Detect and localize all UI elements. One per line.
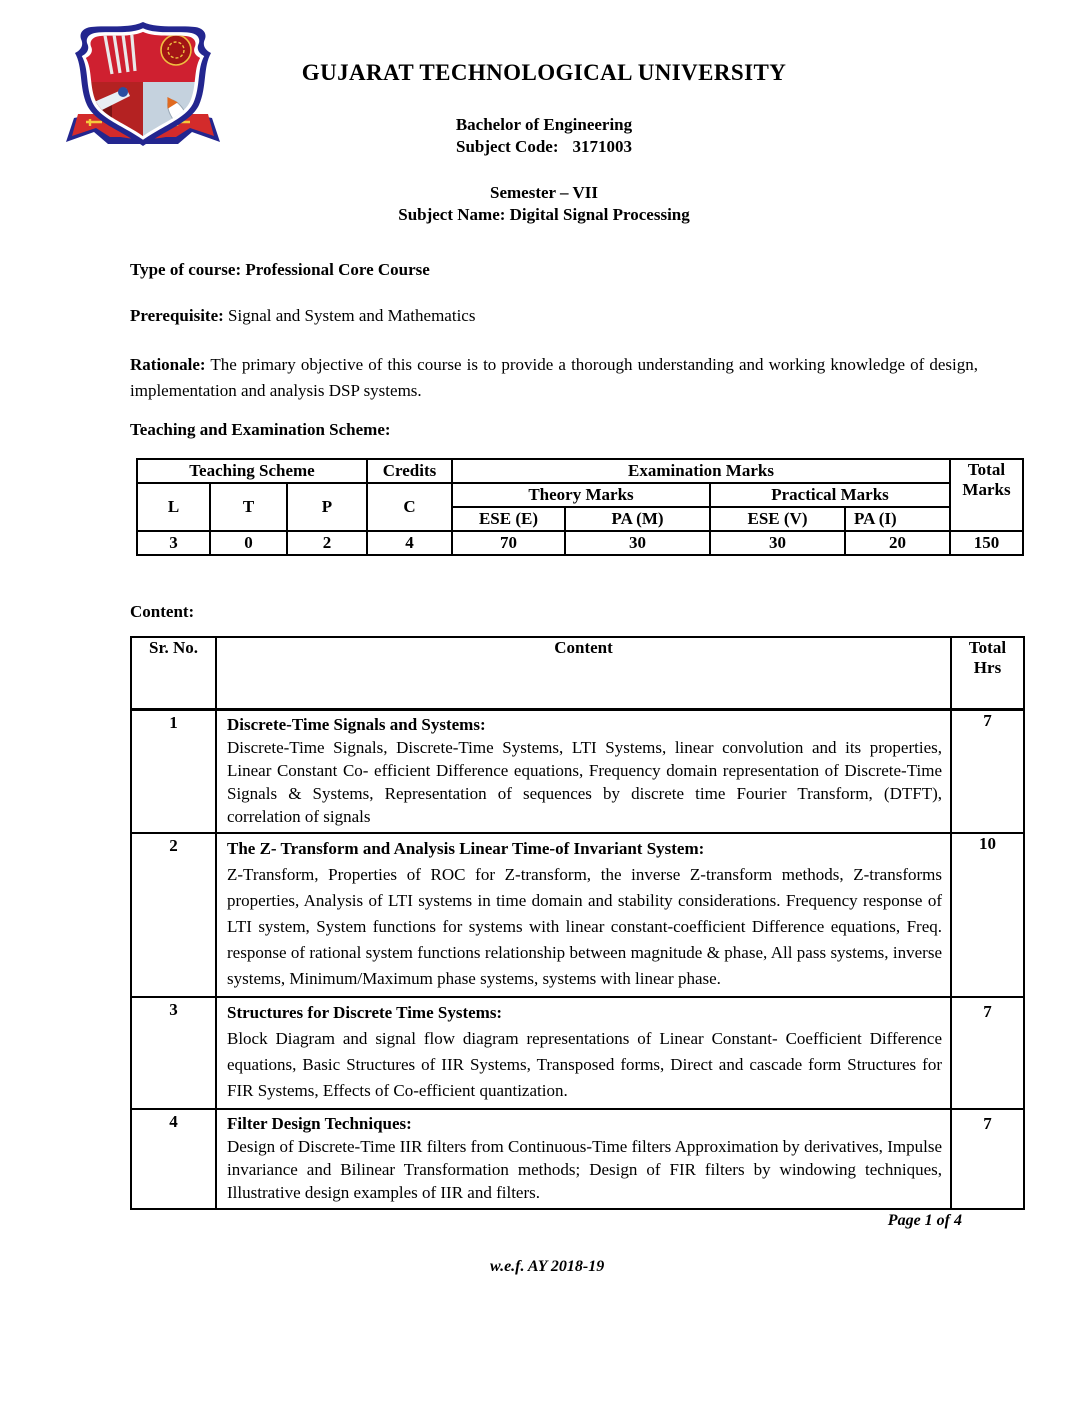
unit-title: Filter Design Techniques: xyxy=(227,1114,412,1133)
examination-marks-header-cell: Examination Marks xyxy=(452,459,950,483)
type-of-course-line xyxy=(130,260,1023,280)
sr-no-header-cell: Sr. No. xyxy=(131,637,216,710)
unit-title: Discrete-Time Signals and Systems: xyxy=(227,715,486,734)
document-body xyxy=(130,260,1023,1210)
gtu-crest-logo xyxy=(60,18,226,158)
row-hours: 10 xyxy=(951,833,1024,997)
teaching-scheme-section-title: Teaching and Examination Scheme: xyxy=(130,420,391,439)
scheme-header-row-1 xyxy=(137,459,1023,483)
unit-body: Design of Discrete-Time IIR filters from Continuous-Time filters Approximation by derivatives, Impulse invariance and Bilinear Transformation methods; Design of FIR filters by windowing techniques, Illustrative design examples of IIR and filters. xyxy=(227,1137,942,1202)
c-value-cell: 4 xyxy=(367,531,452,555)
row-sr-number: 2 xyxy=(131,833,216,997)
ese-e-value-cell: 70 xyxy=(452,531,565,555)
subject-name-line xyxy=(0,204,1088,226)
wef-note: w.e.f. AY 2018-19 xyxy=(490,1258,605,1275)
content-header-row xyxy=(131,637,1024,710)
row-sr-number: 1 xyxy=(131,710,216,834)
content-header-cell: Content xyxy=(216,637,951,710)
credits-header-cell: Credits xyxy=(367,459,452,483)
l-value-cell: 3 xyxy=(137,531,210,555)
pa-i-header-cell: PA (I) xyxy=(845,507,950,531)
rationale-label: Rationale: xyxy=(130,355,206,374)
prerequisite-value: Signal and System and Mathematics xyxy=(228,306,476,325)
unit-title: The Z- Transform and Analysis Linear Time-of Invariant System: xyxy=(227,839,705,858)
unit-body: Block Diagram and signal flow diagram representations of Linear Constant- Coefficient Difference equations, Basic Structures of IIR Systems, Transposed forms, Direct and cascade form Structures for FIR Systems, Effects of Co-efficient quantization. xyxy=(227,1029,942,1100)
pa-i-value-cell: 20 xyxy=(845,531,950,555)
total-marks-value-cell: 150 xyxy=(950,531,1023,555)
p-header-cell: P xyxy=(287,483,367,531)
type-of-course-label: Type of course: xyxy=(130,260,242,279)
l-header-cell: L xyxy=(137,483,210,531)
semester-line: Semester – VII xyxy=(490,183,598,202)
subject-name-label: Subject Name: xyxy=(398,205,506,224)
teaching-scheme-header-cell: Teaching Scheme xyxy=(137,459,367,483)
row-sr-number: 4 xyxy=(131,1109,216,1209)
type-of-course-value: Professional Core Course xyxy=(245,260,430,279)
unit-title: Structures for Discrete Time Systems: xyxy=(227,1003,503,1022)
unit-body: Discrete-Time Signals, Discrete-Time Systems, LTI Systems, linear convolution and its properties, Linear Constant Co- efficient Difference equations, Frequency domain representation of Discrete-Time Signals & Systems, Representation of sequences by discrete time Fourier Transform, (DTFT), correlation of signals xyxy=(227,738,942,826)
university-title: GUJARAT TECHNOLOGICAL UNIVERSITY xyxy=(301,60,787,85)
p-value-cell: 2 xyxy=(287,531,367,555)
rationale-value: The primary objective of this course is to provide a thorough understanding and working knowledge of design, implementation and analysis DSP systems. xyxy=(130,355,979,400)
row-content-cell xyxy=(216,997,951,1109)
logo-sun-emblem-icon xyxy=(161,35,191,65)
row-content-cell xyxy=(216,833,951,997)
t-header-cell: T xyxy=(210,483,287,531)
ese-v-value-cell: 30 xyxy=(710,531,845,555)
row-hours: 7 xyxy=(951,710,1024,834)
pa-m-value-cell: 30 xyxy=(565,531,710,555)
page-number: Page 1 of 4 xyxy=(887,1212,962,1229)
practical-marks-header-cell: Practical Marks xyxy=(710,483,950,507)
row-content-cell xyxy=(216,710,951,834)
t-value-cell: 0 xyxy=(210,531,287,555)
total-marks-header-cell: Total Marks xyxy=(950,459,1023,531)
c-header-cell: C xyxy=(367,483,452,531)
scheme-header-row-2 xyxy=(137,483,1023,507)
content-row-4 xyxy=(131,1109,1024,1209)
subject-code-label: Subject Code: xyxy=(456,137,559,156)
content-row-3 xyxy=(131,997,1024,1109)
row-sr-number: 3 xyxy=(131,997,216,1109)
row-hours: 7 xyxy=(951,1109,1024,1209)
scheme-values-row xyxy=(137,531,1023,555)
degree-line: Bachelor of Engineering xyxy=(455,115,633,134)
subject-code-value: 3171003 xyxy=(572,137,632,156)
ese-e-header-cell: ESE (E) xyxy=(452,507,565,531)
unit-body: Z-Transform, Properties of ROC for Z-transform, the inverse Z-transform methods, Z-transforms properties, Analysis of LTI systems in time domain and stability considerations. Frequency response of LTI system, System functions for systems with linear constant-coefficient Difference equations, Freq. response of rational system functions relationship between magnitude & phase, All pass systems, inverse systems, Minimum/Maximum phase systems, systems with linear phase. xyxy=(227,865,942,988)
content-row-1 xyxy=(131,710,1024,834)
rationale-paragraph xyxy=(130,352,978,404)
total-hrs-header-cell: Total Hrs xyxy=(951,637,1024,710)
ese-v-header-cell: ESE (V) xyxy=(710,507,845,531)
subject-name-value: Digital Signal Processing xyxy=(509,205,690,224)
row-content-cell xyxy=(216,1109,951,1209)
content-table xyxy=(130,636,1025,1210)
prerequisite-line xyxy=(130,306,1023,326)
teaching-examination-table xyxy=(136,458,1024,556)
pa-m-header-cell: PA (M) xyxy=(565,507,710,531)
row-hours: 7 xyxy=(951,997,1024,1109)
theory-marks-header-cell: Theory Marks xyxy=(452,483,710,507)
prerequisite-label: Prerequisite: xyxy=(130,306,224,325)
content-row-2 xyxy=(131,833,1024,997)
content-section-title: Content: xyxy=(130,602,195,621)
